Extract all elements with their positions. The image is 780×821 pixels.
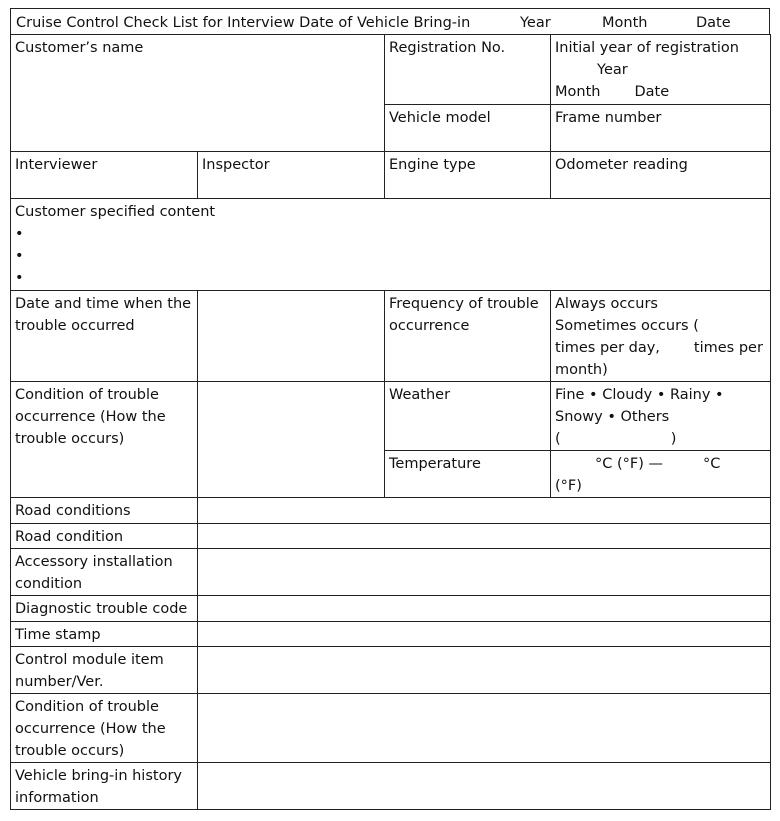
- header-date-label: Date: [696, 15, 731, 31]
- bullet-2: •: [15, 248, 24, 264]
- diagnostic-trouble-code-cell: [11, 596, 198, 622]
- customer-name-cell[interactable]: [11, 35, 385, 152]
- vehicle-history-label: Vehicle bring-in history information: [15, 768, 182, 806]
- vehicle-model-label: Vehicle model: [389, 110, 491, 126]
- condition-trouble-2-value[interactable]: [198, 694, 771, 763]
- frame-number-cell[interactable]: [551, 105, 771, 152]
- weather-open-paren: (: [555, 431, 561, 447]
- time-stamp-cell: [11, 622, 198, 647]
- vehicle-history-value[interactable]: [198, 763, 771, 810]
- frequency-trouble-cell: [385, 291, 551, 382]
- date-time-trouble-label: Date and time when the trouble occurred: [15, 296, 192, 334]
- initial-year-month-label: Month: [555, 84, 601, 100]
- temperature-label: Temperature: [389, 456, 481, 472]
- control-module-label: Control module item number/Ver.: [15, 652, 164, 690]
- engine-type-label: Engine type: [389, 157, 476, 173]
- freq-sometimes-option: Sometimes occurs (: [555, 318, 699, 334]
- road-condition-value[interactable]: [198, 524, 771, 549]
- accessory-installation-label: Accessory installation condition: [15, 554, 173, 592]
- diagnostic-trouble-code-value[interactable]: [198, 596, 771, 622]
- bullet-1: •: [15, 226, 24, 242]
- frame-number-label: Frame number: [555, 110, 662, 126]
- customer-specified-content-label: Customer specified content: [15, 204, 216, 220]
- frequency-trouble-label: Frequency of trouble occurrence: [389, 296, 539, 334]
- condition-trouble-2-cell: [11, 694, 198, 763]
- weather-options-line-1: Fine • Cloudy • Rainy •: [555, 387, 724, 403]
- header-year-label: Year: [520, 15, 551, 31]
- freq-always-option: Always occurs: [555, 296, 658, 312]
- condition-trouble-label: Condition of trouble occurrence (How the trouble occurs): [15, 387, 166, 447]
- road-conditions-cell: [11, 498, 198, 524]
- condition-trouble-2-label: Condition of trouble occurrence (How the trouble occurs): [15, 699, 166, 759]
- date-time-trouble-value[interactable]: [198, 291, 385, 382]
- freq-times-per-month: times per month): [555, 340, 763, 378]
- road-condition-cell: [11, 524, 198, 549]
- condition-trouble-cell: [11, 382, 198, 498]
- registration-no-label: Registration No.: [389, 40, 506, 56]
- frequency-options-cell[interactable]: [551, 291, 771, 382]
- temperature-value-cell[interactable]: [551, 451, 771, 498]
- header-month-label: Month: [602, 15, 648, 31]
- engine-type-cell[interactable]: [385, 152, 551, 199]
- initial-year-year-label: Year: [597, 62, 628, 78]
- weather-label: Weather: [389, 387, 451, 403]
- customer-specified-content-cell[interactable]: [11, 199, 771, 291]
- interviewer-label: Interviewer: [15, 157, 98, 173]
- initial-year-date-label: Date: [634, 84, 670, 100]
- time-stamp-label: Time stamp: [15, 627, 101, 643]
- customer-name-label: Customer’s name: [15, 40, 144, 56]
- accessory-installation-cell: [11, 549, 198, 596]
- inspector-label: Inspector: [202, 157, 270, 173]
- odometer-reading-cell[interactable]: [551, 152, 771, 199]
- initial-year-label: Initial year of registration: [555, 40, 739, 56]
- condition-trouble-value[interactable]: [198, 382, 385, 498]
- temp-unit-1: °C (°F) —: [595, 456, 664, 472]
- registration-no-cell[interactable]: [385, 35, 551, 105]
- temperature-cell: [385, 451, 551, 498]
- weather-options-cell[interactable]: [551, 382, 771, 451]
- initial-year-cell[interactable]: [551, 35, 771, 105]
- vehicle-history-cell: [11, 763, 198, 810]
- date-time-trouble-cell: [11, 291, 198, 382]
- temp-unit-3: (°F): [555, 478, 582, 494]
- control-module-cell: [11, 647, 198, 694]
- weather-close-paren: ): [670, 431, 677, 447]
- odometer-reading-label: Odometer reading: [555, 157, 688, 173]
- inspector-cell[interactable]: [198, 152, 385, 199]
- diagnostic-trouble-code-label: Diagnostic trouble code: [15, 601, 188, 617]
- accessory-installation-value[interactable]: [198, 549, 771, 596]
- vehicle-model-cell[interactable]: [385, 105, 551, 152]
- weather-options-line-2: Snowy • Others: [555, 409, 670, 425]
- checklist-title: Cruise Control Check List for Interview Date of Vehicle Bring-in: [16, 15, 471, 31]
- interviewer-cell[interactable]: [11, 152, 198, 199]
- control-module-value[interactable]: [198, 647, 771, 694]
- road-condition-label: Road condition: [15, 529, 124, 545]
- road-conditions-value[interactable]: [198, 498, 771, 524]
- weather-cell: [385, 382, 551, 451]
- bullet-3: •: [15, 270, 24, 286]
- checklist-title-bar: [10, 8, 770, 34]
- temp-unit-2: °C: [703, 456, 721, 472]
- checklist-table: [10, 34, 771, 810]
- freq-times-per-day: times per day,: [555, 340, 660, 356]
- road-conditions-label: Road conditions: [15, 503, 131, 519]
- time-stamp-value[interactable]: [198, 622, 771, 647]
